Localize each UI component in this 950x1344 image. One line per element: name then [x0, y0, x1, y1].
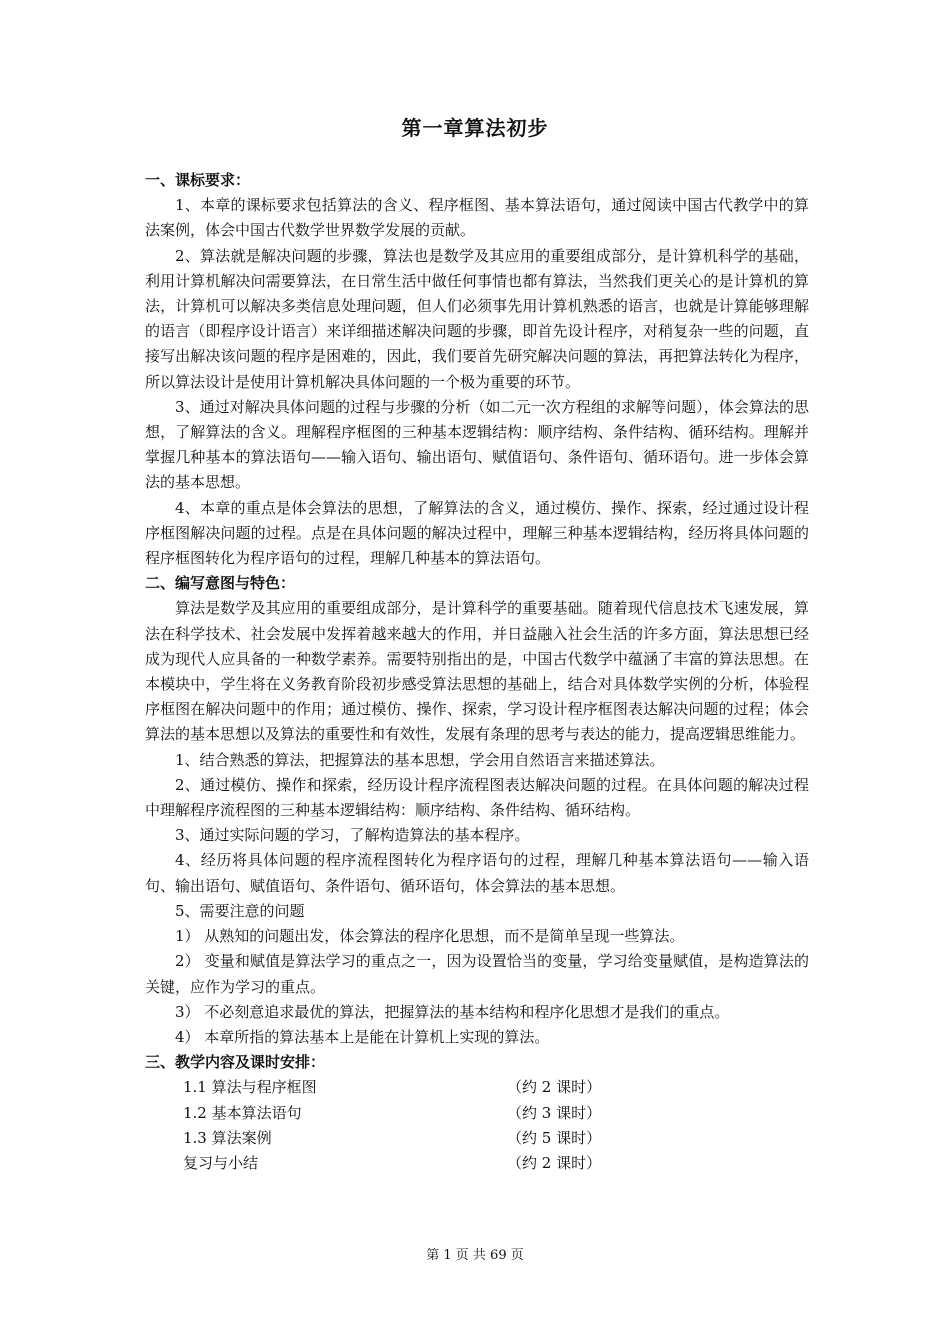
schedule-row: [145, 1075, 809, 1100]
schedule-item-name: 复习与小结: [183, 1153, 259, 1172]
section-heading-intent: 二、编写意图与特色：: [145, 574, 296, 593]
note-item: 3） 不必刻意追求最优的算法，把握算法的基本结构和程序化思想才是我们的重点。: [175, 1002, 730, 1021]
schedule-item-name: 1.1 算法与程序框图: [183, 1078, 317, 1097]
paragraph: 2、通过模仿、操作和探索，经历设计程序流程图表达解决问题的过程。在具体问题的解决过程中理解程序流程图的三种基本逻辑结构：顺序结构、条件结构、循环结构。: [145, 775, 809, 820]
paragraph: 2、算法就是解决问题的步骤，算法也是数学及其应用的重要组成部分，是计算机科学的基础，利用计算机解决问需要算法，在日常生活中做任何事情也都有算法，当然我们更关心的是计算机的算法，计算机可以解决多类信息处理问题，但人们必须事先用计算机熟悉的语言，也就是计算能够理解的语言（即程序设计语言）来详细描述解决问题的步骤，即首先设计程序，对稍复杂一些的问题，直接写出解决该问题的程序是困难的，因此，我们要首先研究解决问题的算法，再把算法转化为程序，所以算法设计是使用计算机解决具体问题的一个极为重要的环节。: [145, 246, 809, 391]
section-heading-requirements: 一、课标要求：: [145, 171, 251, 189]
schedule-item-time: （约 2 课时）: [507, 1153, 602, 1172]
note-item: 2） 变量和赋值是算法学习的重点之一，因为设置恰当的变量，学习给变量赋值，是构造算法的关键，应作为学习的重点。: [145, 952, 809, 996]
note-item: 1） 从熟知的问题出发，体会算法的程序化思想，而不是简单呈现一些算法。: [175, 927, 685, 946]
schedule-row: [145, 1101, 809, 1126]
chapter-title: 第一章算法初步: [401, 116, 549, 140]
paragraph: 算法是数学及其应用的重要组成部分，是计算科学的重要基础。随着现代信息技术飞速发展，算法在科学技术、社会发展中发挥着越来越大的作用，并日益融入社会生活的许多方面，算法思想已经成为现代人应具备的一种数学素养。需要特别指出的是，中国古代数学中蕴涵了丰富的算法思想。在本模块中，学生将在义务教育阶段初步感受算法思想的基础上，结合对具体数学实例的分析，体验程序框图在解决问题中的作用；通过模仿、操作、探索，学习设计程序框图表达解决问题的过程；体会算法的基本思想以及算法的重要性和有效性，发展有条理的思考与表达的能力，提高逻辑思维能力。: [145, 599, 809, 744]
paragraph: 4、本章的重点是体会算法的思想，了解算法的含义，通过模仿、操作、探索，经过通过设计程序框图解决问题的过程。点是在具体问题的解决过程中，理解三种基本逻辑结构，经历将具体问题的程序框图转化为程序语句的过程，理解几种基本的算法语句。: [145, 498, 809, 568]
schedule-item-time: （约 3 课时）: [507, 1103, 602, 1122]
paragraph: 5、需要注意的问题: [175, 901, 305, 920]
document-body: [145, 168, 809, 1176]
paragraph: 4、经历将具体问题的程序流程图转化为程序语句的过程，理解几种基本算法语句——输入语句、输出语句、赋值语句、条件语句、循环语句，体会算法的基本思想。: [145, 851, 809, 895]
schedule-row: [145, 1126, 809, 1151]
schedule-item-name: 1.3 算法案例: [183, 1128, 272, 1147]
note-item: 4） 本章所指的算法基本上是能在计算机上实现的算法。: [175, 1027, 550, 1046]
schedule-row: [145, 1151, 809, 1176]
paragraph: 3、通过对解决具体问题的过程与步骤的分析（如二元一次方程组的求解等问题），体会算法的思想，了解算法的含义。理解程序框图的三种基本逻辑结构：顺序结构、条件结构、循环结构。理解并掌握几种基本的算法语句——输入语句、输出语句、赋值语句、条件语句、循环语句。进一步体会算法的基本思想。: [145, 397, 809, 492]
schedule-item-name: 1.2 基本算法语句: [183, 1103, 302, 1122]
page-footer: 第 1 页 共 69 页: [426, 1248, 524, 1263]
section-heading-schedule: 三、教学内容及课时安排：: [145, 1053, 326, 1072]
paragraph: 3、通过实际问题的学习，了解构造算法的基本程序。: [175, 826, 530, 845]
paragraph: 1、结合熟悉的算法，把握算法的基本思想，学会用自然语言来描述算法。: [175, 750, 665, 769]
schedule-item-time: （约 5 课时）: [507, 1128, 602, 1147]
schedule-item-time: （约 2 课时）: [507, 1078, 602, 1097]
paragraph: 1、本章的课标要求包括算法的含义、程序框图、基本算法语句，通过阅读中国古代教学中的算法案例，体会中国古代数学世界数学发展的贡献。: [145, 196, 809, 240]
